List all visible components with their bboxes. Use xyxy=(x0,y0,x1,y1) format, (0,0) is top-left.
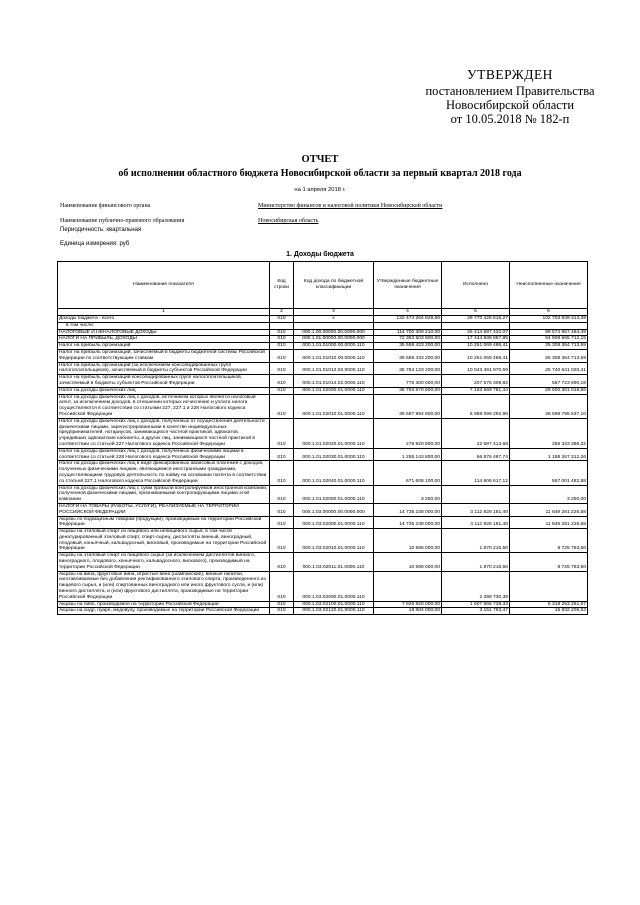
cell-code: 000.1.01.02030.01.0000.110 xyxy=(294,448,374,461)
table-row xyxy=(58,485,588,503)
cell-name: Налог на доходы физических лиц с доходов, полученных от осуществления деятельности физическими лицами, зарегистрированными в качестве индивидуальных предпринимателей, нотариусов, занимающихся частной практикой, адвокатов, учредивших адвокатские кабинеты, и других лиц, занимающихся частной практикой в соответствии со статьей 227 Налогового кодекса Российской Федерации xyxy=(58,418,270,448)
cell-line: 010 xyxy=(270,362,294,375)
table-row xyxy=(58,571,588,601)
cell-approved: 132 474 264 829,66 xyxy=(374,316,442,323)
cell-code: 000.1.01.01012.02.0000.110 xyxy=(294,362,374,375)
table-row xyxy=(58,316,588,323)
approval-date: от 10.05.2018 № 182-п xyxy=(450,112,570,126)
cell-code: 000.1.03.02100.01.0000.110 xyxy=(294,601,374,608)
table-row xyxy=(58,608,588,615)
table-row xyxy=(58,394,588,418)
entity-label: Наименование публично-правового образования xyxy=(60,218,185,224)
cell-approved xyxy=(374,571,442,601)
cell-name: Акцизы на вина, фруктовые вина, игристые вина (шампанские), винные напитки, изготавливаемые без добавления ректификованного этилового спирта, произведенного из пищевого сырья, и (или) спиртованных виноградного или иного фруктового сусла, и (или) винного дистиллята, и (или) фруктового дистиллята, производимые на территории Российской Федерации xyxy=(58,571,270,601)
cell-code: 000.1.01.01010.00.0000.110 xyxy=(294,349,374,362)
col-number: 1 xyxy=(58,309,270,316)
cell-approved xyxy=(374,322,442,329)
cell-approved: 278 920 800,00 xyxy=(374,418,442,448)
table-row xyxy=(58,343,588,350)
cell-line: 010 xyxy=(270,571,294,601)
cell-code: 000.1.01.02050.01.0000.110 xyxy=(294,485,374,503)
cell-code: 000.1.01.02000.01.0000.110 xyxy=(294,387,374,394)
cell-executed: 2 399 730,39 xyxy=(442,571,510,601)
cell-line: 010 xyxy=(270,394,294,418)
cell-code: 000.1.01.00000.00.0000.000 xyxy=(294,336,374,343)
table-row xyxy=(58,418,588,448)
table-row xyxy=(58,529,588,553)
cell-approved: 14 735 238 000,00 xyxy=(374,516,442,529)
table-row xyxy=(58,362,588,375)
cell-executed: 25 414 587 432,07 xyxy=(442,329,510,336)
report-title: ОТЧЕТ xyxy=(301,154,339,165)
report-subtitle: об исполнении областного бюджета Новосибирской области за первый квартал 2018 года xyxy=(118,168,522,179)
cell-remaining: 6 318 253 261,67 xyxy=(510,601,588,608)
cell-approved: 114 700 309 210,00 xyxy=(374,329,442,336)
cell-name: Акцизы на пиво, производимое на территории Российской Федерации xyxy=(58,601,270,608)
cell-line: 010 xyxy=(270,316,294,323)
cell-code: 000.1.03.02090.01.0000.110 xyxy=(294,571,374,601)
cell-remaining: 25 308 364 713,59 xyxy=(510,349,588,362)
cell-remaining: 15 832 206,53 xyxy=(510,608,588,615)
table-row xyxy=(58,601,588,608)
cell-remaining: 3 250,00 xyxy=(510,485,588,503)
cell-executed xyxy=(442,485,510,503)
cell-line: 010 xyxy=(270,608,294,615)
cell-line: 010 xyxy=(270,461,294,485)
cell-executed: 66 876 487,74 xyxy=(442,448,510,461)
table-row xyxy=(58,349,588,362)
col-header-code: Код дохода по бюджетной классификации xyxy=(294,262,374,309)
table-row xyxy=(58,448,588,461)
periodicity: Периодичность: квартальная xyxy=(60,227,142,233)
cell-line: 010 xyxy=(270,329,294,336)
cell-line: 010 xyxy=(270,601,294,608)
cell-remaining: 8 725 783,50 xyxy=(510,553,588,571)
cell-name: Акцизы на этиловый спирт из пищевого или непищевого сырья, в том числе денатурированный этиловый спирт, спирт-сырец, дистилляты винный, виноградный, плодовый, коньячный, кальвадосный, висковый, производимые на территории Российской Федерации xyxy=(58,529,270,553)
cell-executed: 17 444 838 887,85 xyxy=(442,336,510,343)
cell-name: Налог на доходы физических лиц с сумм прибыли контролируемой иностранной компании, полученной физическими лицами, признаваемыми контролирующими лицами этой компании xyxy=(58,485,270,503)
cell-code: x xyxy=(294,316,374,323)
cell-approved: 18 984 000,00 xyxy=(374,608,442,615)
entity-value: Новосибирская область xyxy=(258,218,319,224)
table-row xyxy=(58,461,588,485)
cell-code: 000.1.03.02120.01.0000.110 xyxy=(294,608,374,615)
cell-code: 000.1.03.02011.01.0000.110 xyxy=(294,553,374,571)
cell-approved: 14 735 238 000,00 xyxy=(374,503,442,516)
cell-approved: 36 793 670 600,00 xyxy=(374,387,442,394)
cell-remaining: 256 333 386,32 xyxy=(510,418,588,448)
cell-name: Налог на доходы физических лиц в виде фиксированных авансовых платежей с доходов, полученных физическими лицами, являющимися иностранными гражданами, осуществляющими трудовую деятельность по найму на основании патента в соответствии со статьей 227.1 Налогового кодекса Российской Федерации xyxy=(58,461,270,485)
cell-approved: 775 300 000,00 xyxy=(374,375,442,388)
approval-heading: УТВЕРЖДЕН xyxy=(467,67,553,82)
cell-line: 010 xyxy=(270,387,294,394)
cell-line: 010 xyxy=(270,503,294,516)
cell-executed: 7 193 569 781,44 xyxy=(442,387,510,394)
cell-executed: 3 112 828 181,40 xyxy=(442,503,510,516)
cell-remaining: 557 001 482,88 xyxy=(510,461,588,485)
cell-name: НАЛОГИ НА ПРИБЫЛЬ, ДОХОДЫ xyxy=(58,336,270,343)
cell-line: 010 xyxy=(270,418,294,448)
cell-remaining xyxy=(510,322,588,329)
cell-code: 000.1.01.02010.01.0000.110 xyxy=(294,394,374,418)
cell-executed: 6 989 099 292,90 xyxy=(442,394,510,418)
cell-executed xyxy=(442,322,510,329)
cell-name: Налог на прибыль организаций xyxy=(58,343,270,350)
cell-code: 000.1.03.02010.01.0000.110 xyxy=(294,529,374,553)
cell-remaining: 28 598 795 537,10 xyxy=(510,394,588,418)
cell-remaining: 1 188 267 312,26 xyxy=(510,448,588,461)
cell-remaining: 567 723 690,18 xyxy=(510,375,588,388)
cell-line: 010 xyxy=(270,485,294,503)
cell-name: Налог на прибыль организаций (за исключением консолидированных групп налогоплательщиков), зачисляемый в бюджеты субъектов Российской Федерации xyxy=(58,362,270,375)
cell-remaining: 8 725 783,50 xyxy=(510,529,588,553)
cell-code xyxy=(294,322,374,329)
col-number: 4 xyxy=(374,309,442,316)
cell-remaining: 25 740 641 020,41 xyxy=(510,362,588,375)
cell-line: 010 xyxy=(270,336,294,343)
col-number: 5 xyxy=(442,309,510,316)
cell-remaining xyxy=(510,571,588,601)
table-row xyxy=(58,387,588,394)
approval-region: Новосибирской области xyxy=(445,98,575,112)
cell-name: Налог на прибыль организаций консолидированных групп налогоплательщиков, зачисляемый в бюджеты субъектов Российской Федерации xyxy=(58,375,270,388)
col-number: 6 xyxy=(510,309,588,316)
cell-approved: 3 250,00 xyxy=(374,485,442,503)
table-row xyxy=(58,375,588,388)
approval-block xyxy=(420,68,600,126)
table-row xyxy=(58,516,588,529)
unit-of-measure: Единица измерения: руб xyxy=(60,241,130,247)
finance-body-value: Министерство финансов и налоговой политики Новосибирской области xyxy=(258,203,443,209)
cell-executed: 10 043 491 970,59 xyxy=(442,362,510,375)
col-header-remaining: Неисполненные назначения xyxy=(510,262,588,309)
table-header-row xyxy=(58,262,588,309)
cell-code: 000.1.01.01000.00.0000.110 xyxy=(294,343,374,350)
cell-code: 000.1.01.02020.01.0000.110 xyxy=(294,418,374,448)
column-number-row xyxy=(58,309,588,316)
col-header-name: Наименование показателя xyxy=(58,262,270,309)
cell-approved: 7 925 820 000,00 xyxy=(374,601,442,608)
cell-line: 010 xyxy=(270,448,294,461)
cell-line: 010 xyxy=(270,343,294,350)
cell-name: Налог на прибыль организаций, зачисляемый в бюджеты бюджетной системы Российской Федерации по соответствующим ставкам xyxy=(58,349,270,362)
cell-remaining: 54 908 665 712,15 xyxy=(510,336,588,343)
cell-approved: 35 559 433 200,00 xyxy=(374,349,442,362)
table-row xyxy=(58,503,588,516)
cell-name: в том числе: xyxy=(58,322,270,329)
cell-name: НАЛОГОВЫЕ И НЕНАЛОГОВЫЕ ДОХОДЫ xyxy=(58,329,270,336)
cell-executed: 207 576 309,82 xyxy=(442,375,510,388)
report-date: на 1 апреля 2018 г. xyxy=(294,187,346,193)
cell-approved: 35 559 433 200,00 xyxy=(374,343,442,350)
col-number: 2 xyxy=(270,309,294,316)
cell-name: Налог на доходы физических лиц xyxy=(58,387,270,394)
table-row xyxy=(58,553,588,571)
cell-remaining: 11 849 281 226,58 xyxy=(510,503,588,516)
cell-approved: 72 353 503 600,00 xyxy=(374,336,442,343)
cell-code: 000.1.01.02040.01.0000.110 xyxy=(294,461,374,485)
cell-name: Акцизы по подакцизным товарам (продукции), производимым на территории Российской Федерации xyxy=(58,516,270,529)
cell-code: 000.1.03.00000.00.0000.000 xyxy=(294,503,374,516)
cell-approved: 671 608 100,00 xyxy=(374,461,442,485)
finance-body-label: Наименование финансового органа xyxy=(60,203,151,209)
cell-approved: 10 596 000,00 xyxy=(374,553,442,571)
cell-executed: 1 607 566 738,33 xyxy=(442,601,510,608)
cell-name: Налог на доходы физических лиц с доходов, источником которых является налоговый агент, за исключением доходов, в отношении которых исчисление и уплата налога осуществляются в соответствии со статьями 227, 227.1 и 228 Налогового кодекса Российской Федерации xyxy=(58,394,270,418)
cell-line: 010 xyxy=(270,516,294,529)
cell-code: 000.1.03.02000.01.0000.110 xyxy=(294,516,374,529)
cell-remaining: 29 600 301 018,56 xyxy=(510,387,588,394)
cell-line: 010 xyxy=(270,375,294,388)
cell-remaining: 11 849 281 226,58 xyxy=(510,516,588,529)
cell-approved: 35 587 894 800,00 xyxy=(374,394,442,418)
col-header-line: Код строки xyxy=(270,262,294,309)
cell-code: 000.1.00.00000.00.0000.000 xyxy=(294,329,374,336)
table-row xyxy=(58,322,588,329)
cell-name: Налог на доходы физических лиц с доходов, полученных физическими лицами в соответствии со статьей 228 Налогового кодекса Российской Федерации xyxy=(58,448,270,461)
cell-executed: 10 251 069 486,41 xyxy=(442,349,510,362)
income-table xyxy=(57,261,588,615)
cell-name: Акцизы на сидр, пуаре, медовуху, производимые на территории Российской Федерации xyxy=(58,608,270,615)
cell-approved: 10 596 000,00 xyxy=(374,529,442,553)
cell-executed: 3 112 828 181,40 xyxy=(442,516,510,529)
cell-executed: 3 151 793,47 xyxy=(442,608,510,615)
section-title: 1. Доходы бюджета xyxy=(286,251,354,258)
cell-executed: 1 870 216,50 xyxy=(442,529,510,553)
cell-name: НАЛОГИ НА ТОВАРЫ (РАБОТЫ, УСЛУГИ), РЕАЛИЗУЕМЫЕ НА ТЕРРИТОРИИ РОССИЙСКОЙ ФЕДЕРАЦИИ xyxy=(58,503,270,516)
cell-executed: 114 606 617,12 xyxy=(442,461,510,485)
table-row xyxy=(58,336,588,343)
cell-remaining: 89 574 957 464,49 xyxy=(510,329,588,336)
cell-line: 010 xyxy=(270,553,294,571)
col-number: 3 xyxy=(294,309,374,316)
cell-approved: 35 784 133 200,00 xyxy=(374,362,442,375)
table-row xyxy=(58,329,588,336)
cell-code: 000.1.01.01014.02.0000.110 xyxy=(294,375,374,388)
approval-decree: постановлением Правительства xyxy=(425,84,595,98)
cell-line: 010 xyxy=(270,349,294,362)
cell-executed: 10 251 069 486,41 xyxy=(442,343,510,350)
col-header-approved: Утвержденные бюджетные назначения xyxy=(374,262,442,309)
cell-name: Акцизы на этиловый спирт из пищевого сырья (за исключением дистиллятов винного, виноградного, плодового, коньячного, кальвадосного, вискового), производимый на территории Российской Федерации xyxy=(58,553,270,571)
cell-line: 010 xyxy=(270,529,294,553)
cell-approved: 1 255 143 800,00 xyxy=(374,448,442,461)
cell-executed: 29 770 425 516,27 xyxy=(442,316,510,323)
cell-executed: 22 587 413,68 xyxy=(442,418,510,448)
cell-remaining: 102 703 839 313,39 xyxy=(510,316,588,323)
cell-executed: 1 870 216,50 xyxy=(442,553,510,571)
cell-line xyxy=(270,322,294,329)
cell-name: Доходы бюджета - всего xyxy=(58,316,270,323)
col-header-executed: Исполнено xyxy=(442,262,510,309)
cell-remaining: 25 308 364 713,59 xyxy=(510,343,588,350)
